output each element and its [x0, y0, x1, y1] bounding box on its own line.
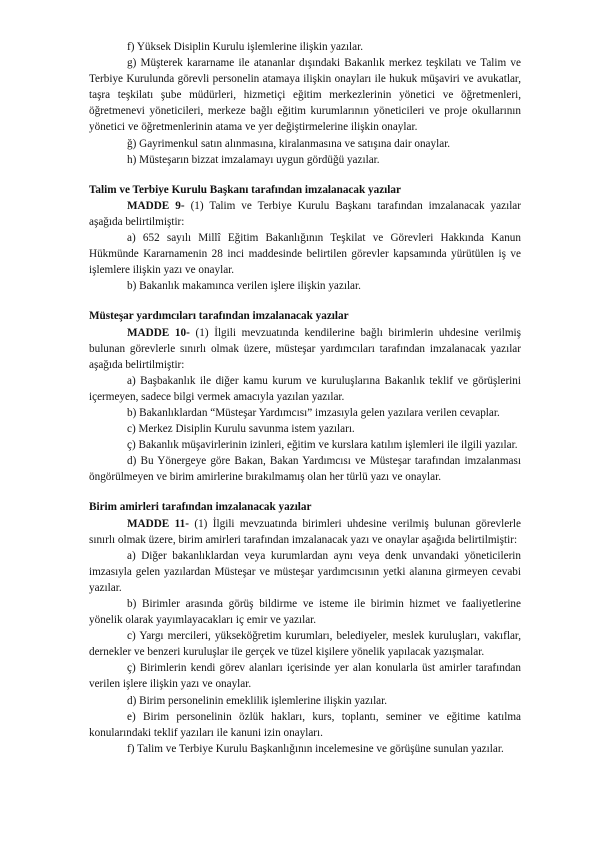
- section-gap: [89, 168, 521, 182]
- madde-11-item-d: d) Birim personelinin emeklilik işlemlerine ilişkin yazılar.: [127, 694, 388, 707]
- madde-10-item-b: b) Bakanlıklardan “Müsteşar Yardımcısı” imzasıyla gelen yazılara verilen cevaplar.: [127, 406, 500, 419]
- madde-9-item-b: b) Bakanlık makamınca verilen işlere ilişkin yazılar.: [127, 280, 361, 293]
- madde-10-item-d: d) Bu Yönergeye göre Bakan, Bakan Yardımcısı ve Müsteşar tarafından imzalanması öngörülmeyen ve birim amirlerine bırakılmamış olan her türlü yazı ve onaylar.: [89, 455, 521, 484]
- madde-10-text: (1) İlgili mevzuatında kendilerine bağlı birimlerin uhdesine verilmiş bulunan görevlerle sınırlı olmak üzere, müsteşar yardımcıları tarafından imzalanacak yazılar aşağıda belirtilmiştir:: [89, 326, 521, 371]
- item-gh-gayrimenkul: ğ) Gayrimenkul satın alınmasına, kiralanmasına ve satışına dair onaylar.: [127, 137, 451, 150]
- madde-11-text: (1) İlgili mevzuatında birimleri uhdesine verilmiş bulunan görevlerle sınırlı olmak üzere, birim amirleri tarafından imzalanacak yazı ve onaylar aşağıda belirtilmiştir:: [89, 517, 521, 546]
- item-h-mustesar: h) Müsteşarın bizzat imzalamayı uygun gördüğü yazılar.: [127, 153, 380, 166]
- madde-11-item-c: c) Yargı mercileri, yükseköğretim kurumları, belediyeler, meslek kuruluşları, vakıflar, dernekler ve benzeri kuruluşlar ile gerçek ve tüzel kişilere yönelik yapılacak yazışmalar.: [89, 630, 521, 659]
- section-heading-ttkb: Talim ve Terbiye Kurulu Başkanı tarafından imzalanacak yazılar: [89, 183, 401, 196]
- madde-11: [89, 516, 521, 548]
- madde-11-item-b: b) Birimler arasında görüş bildirme ve isteme ile birimin hizmet ve faaliyetlerine yönelik olarak yayımlayacakları iç emir ve yazılar.: [89, 598, 521, 627]
- madde-11-item-a: a) Diğer bakanlıklardan veya kurumlardan aynı veya denk unvandaki yöneticilerin imzasıyla gelen yazılardan Müsteşar ve müsteşar yardımcısının yetki alanına girmeyen cevabi yazılar.: [89, 549, 521, 594]
- madde-9-text: (1) Talim ve Terbiye Kurulu Başkanı tarafından imzalanacak yazılar aşağıda belirtilmiştir:: [89, 199, 521, 228]
- madde-10-item-cc: ç) Bakanlık müşavirlerinin izinleri, eğitim ve kurslara katılım işlemleri ile ilgili yazılar.: [127, 439, 518, 452]
- document-page: [89, 39, 521, 757]
- madde-11-item-e: e) Birim personelinin özlük hakları, kurs, toplantı, seminer ve eğitime katılma konularındaki teklif yazıları ile kanuni izin onayları.: [89, 710, 521, 739]
- madde-10-item-c: c) Merkez Disiplin Kurulu savunma istem yazıları.: [127, 423, 355, 436]
- madde-11-label: MADDE 11-: [127, 517, 189, 530]
- section-gap: [89, 485, 521, 499]
- section-gap: [89, 294, 521, 308]
- madde-9-label: MADDE 9-: [127, 199, 185, 212]
- item-f-ydk: f) Yüksek Disiplin Kurulu işlemlerine ilişkin yazılar.: [127, 41, 364, 53]
- madde-10-label: MADDE 10-: [127, 326, 190, 339]
- madde-10: [89, 325, 521, 373]
- section-heading-mustesar-yardimcilari: Müsteşar yardımcıları tarafından imzalanacak yazılar: [89, 310, 349, 323]
- madde-10-item-a: a) Başbakanlık ile diğer kamu kurum ve kuruluşlarına Bakanlık teklif ve görüşlerini içermeyen, sadece bilgi vermek amacıyla yazılan yazılar.: [89, 374, 521, 403]
- item-g-atamalar: g) Müşterek kararname ile atananlar dışındaki Bakanlık merkez teşkilatı ve Talim ve Terbiye Kurulunda görevli personelin atamaya ilişkin onayları ile hukuk müşaviri ve avukatlar, taşra teşkilatı şube müdürleri, hizmetiçi eğitim merkezlerinin yönetici ve öğretmenleri, öğretmenevi yöneticileri, merkeze bağlı eğitim kurumlarının yöneticileri ve proje okullarının yönetici ve öğretmenlerinin atama ve yer değiştirmelerine ilişkin onaylar.: [89, 57, 521, 134]
- madde-9-item-a: a) 652 sayılı Millî Eğitim Bakanlığının Teşkilat ve Görevleri Hakkında Kanun Hükmünde Kararnamenin 28 inci maddesinde belirtilen görevler kapsamında yürütülen iş ve işlemlere ilişkin yazı ve onaylar.: [89, 232, 521, 277]
- madde-11-item-f: f) Talim ve Terbiye Kurulu Başkanlığının incelemesine ve görüşüne sunulan yazılar.: [127, 742, 504, 755]
- section-heading-birim-amirleri: Birim amirleri tarafından imzalanacak yazılar: [89, 501, 312, 514]
- madde-9: [89, 198, 521, 230]
- madde-11-item-cc: ç) Birimlerin kendi görev alanları içerisinde yer alan konularla üst amirler tarafından verilen işlere ilişkin yazı ve onaylar.: [89, 662, 521, 691]
